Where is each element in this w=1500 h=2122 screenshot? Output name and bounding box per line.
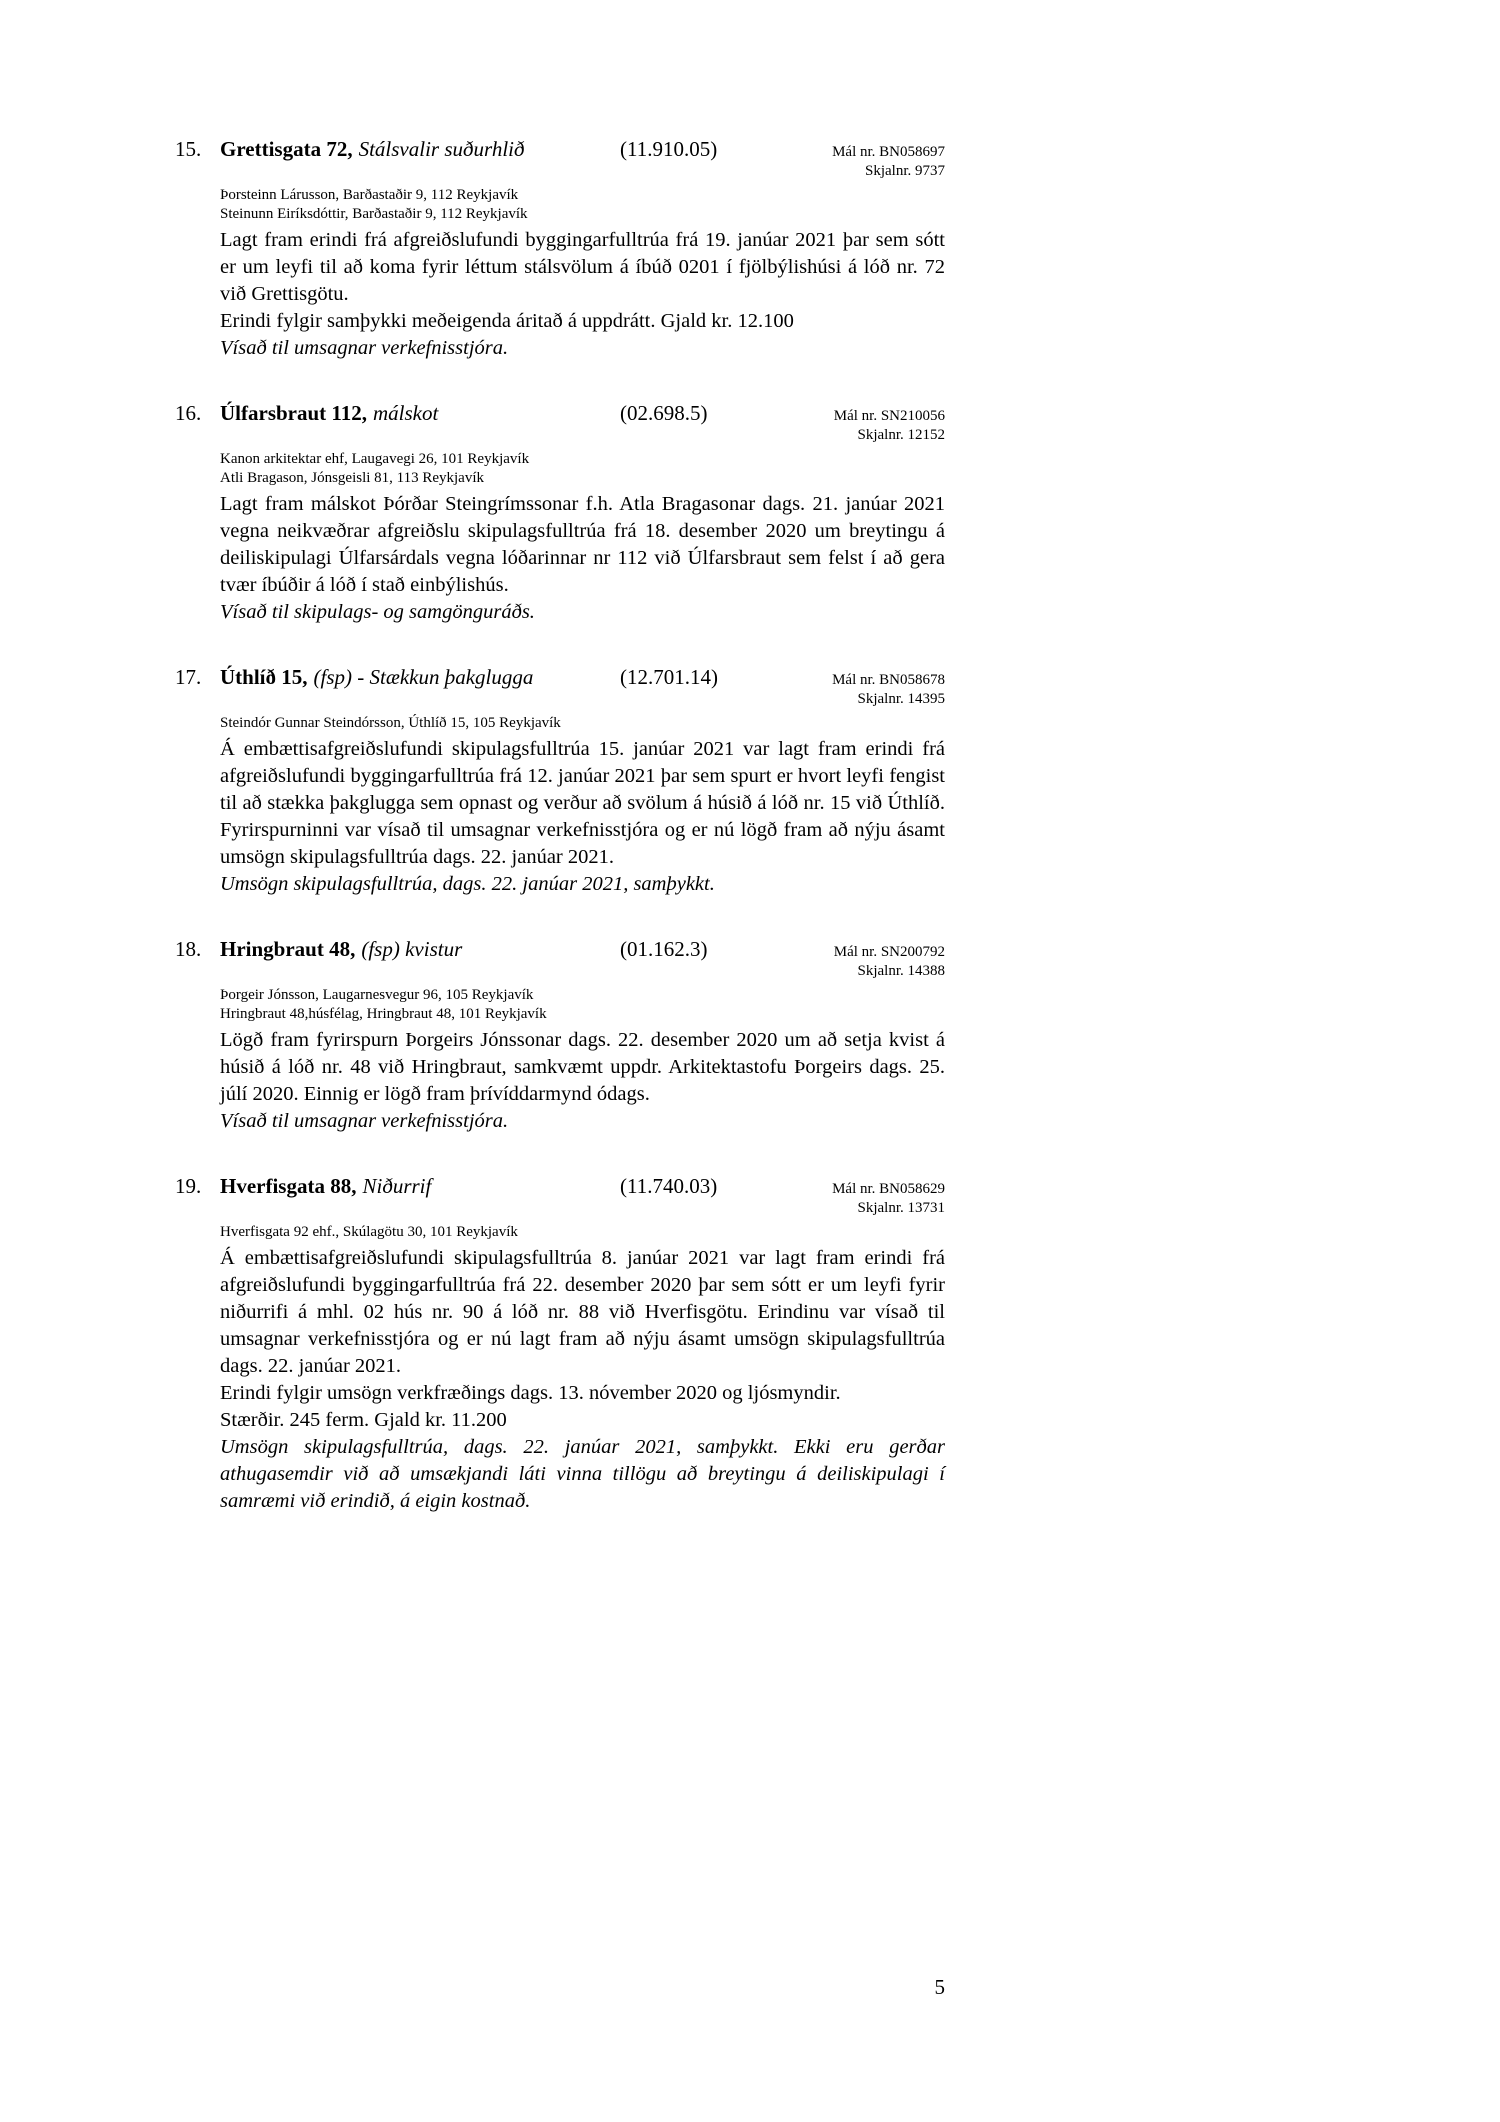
item-header bbox=[175, 936, 945, 981]
item-references bbox=[795, 1180, 945, 1218]
item-code: (12.701.14) bbox=[620, 665, 718, 689]
document-number: Skjalnr. 9737 bbox=[864, 163, 945, 179]
agenda-item-18 bbox=[175, 936, 945, 1135]
case-number: Mál nr. BN058629 bbox=[832, 1181, 945, 1197]
applicant-address: Þorgeir Jónsson, Laugarnesvegur 96, 105 Reykjavík bbox=[220, 987, 534, 1003]
item-title bbox=[220, 136, 620, 162]
applicant-address: Atli Bragason, Jónsgeisli 81, 113 Reykjavík bbox=[220, 470, 485, 486]
case-number: Mál nr. BN058678 bbox=[832, 672, 945, 688]
item-number: 15. bbox=[175, 137, 202, 161]
item-conclusion: Vísað til umsagnar verkefnisstjóra. bbox=[220, 337, 509, 359]
item-references bbox=[795, 943, 945, 981]
item-title bbox=[220, 936, 620, 962]
item-subtitle: (fsp) - Stækkun þakglugga bbox=[313, 665, 534, 689]
item-header bbox=[175, 664, 945, 709]
case-number: Mál nr. SN200792 bbox=[833, 944, 945, 960]
item-subtitle: (fsp) kvistur bbox=[361, 937, 463, 961]
item-paragraph: Erindi fylgir umsögn verkfræðings dags. 13. nóvember 2020 og ljósmyndir. bbox=[220, 1382, 841, 1404]
item-number: 16. bbox=[175, 401, 202, 425]
item-code: (11.740.03) bbox=[620, 1174, 718, 1198]
item-subtitle: málskot bbox=[373, 401, 439, 425]
item-paragraph: Lagt fram málskot Þórðar Steingrímssonar f.h. Atla Bragasonar dags. 21. janúar 2021 vegna neikvæðrar afgreiðslu skipulagsfulltrúa frá 18. desember 2020 um breytingu á deiliskipulagi Úlfarsárdals vegna lóðarinnar nr 112 við Úlfarsbraut sem felst í að gera tvær íbúðir á lóð í stað einbýlishús. bbox=[220, 493, 945, 596]
case-number: Mál nr. SN210056 bbox=[833, 408, 945, 424]
item-conclusion: Vísað til skipulags- og samgönguráðs. bbox=[220, 601, 535, 623]
item-paragraph: Á embættisafgreiðslufundi skipulagsfulltrúa 15. janúar 2021 var lagt fram erindi frá afgreiðslufundi byggingarfulltrúa frá 12. janúar 2021 þar sem spurt er hvort leyfi fengist til að stækka þakglugga sem opnast og verður að svölum á húsið á lóð nr. 15 við Úthlíð. Fyrirspurninni var vísað til umsagnar verkefnisstjóra og er nú lögð fram að nýju ásamt umsögn skipulagsfulltrúa dags. 22. janúar 2021. bbox=[220, 738, 945, 868]
item-number: 19. bbox=[175, 1174, 202, 1198]
item-subtitle: Stálsvalir suðurhlið bbox=[358, 137, 525, 161]
item-address-title: Úthlíð 15, bbox=[220, 665, 308, 689]
agenda-item-19 bbox=[175, 1173, 945, 1515]
item-code: (02.698.5) bbox=[620, 401, 708, 425]
applicant-address: Steinunn Eiríksdóttir, Barðastaðir 9, 112 Reykjavík bbox=[220, 206, 528, 222]
item-header bbox=[175, 136, 945, 181]
document-number: Skjalnr. 14395 bbox=[857, 691, 945, 707]
item-header bbox=[175, 400, 945, 445]
agenda-item-16 bbox=[175, 400, 945, 626]
case-number: Mál nr. BN058697 bbox=[832, 144, 945, 160]
document-number: Skjalnr. 13731 bbox=[857, 1200, 945, 1216]
item-paragraph: Á embættisafgreiðslufundi skipulagsfulltrúa 8. janúar 2021 var lagt fram erindi frá afgreiðslufundi byggingarfulltrúa frá 22. desember 2020 þar sem sótt er um leyfi fyrir niðurrifi á mhl. 02 hús nr. 90 á lóð nr. 88 við Hverfisgötu. Erindinu var vísað til umsagnar verkefnisstjóra og er nú lagt fram að nýju ásamt umsögn skipulagsfulltrúa dags. 22. janúar 2021. bbox=[220, 1247, 945, 1377]
item-references bbox=[795, 407, 945, 445]
item-address-title: Hringbraut 48, bbox=[220, 937, 356, 961]
item-conclusion: Umsögn skipulagsfulltrúa, dags. 22. janúar 2021, samþykkt. bbox=[220, 873, 715, 895]
item-title bbox=[220, 400, 620, 426]
agenda-item-15 bbox=[175, 136, 945, 362]
item-paragraph: Erindi fylgir samþykki meðeigenda áritað á uppdrátt. Gjald kr. 12.100 bbox=[220, 310, 794, 332]
item-references bbox=[795, 671, 945, 709]
item-paragraph: Lögð fram fyrirspurn Þorgeirs Jónssonar dags. 22. desember 2020 um að setja kvist á húsið á lóð nr. 48 við Hringbraut, samkvæmt uppdr. Arkitektastofu Þorgeirs dags. 25. júlí 2020. Einnig er lögð fram þrívíddarmynd ódags. bbox=[220, 1029, 945, 1105]
document-number: Skjalnr. 12152 bbox=[857, 427, 945, 443]
item-number: 17. bbox=[175, 665, 202, 689]
item-title bbox=[220, 1173, 620, 1199]
agenda-item-17 bbox=[175, 664, 945, 898]
item-code: (01.162.3) bbox=[620, 937, 708, 961]
item-title bbox=[220, 664, 620, 690]
item-subtitle: Niðurrif bbox=[362, 1174, 432, 1198]
item-conclusion: Umsögn skipulagsfulltrúa, dags. 22. janúar 2021, samþykkt. Ekki eru gerðar athugasemdir við að umsækjandi láti vinna tillögu að breytingu á deiliskipulagi í samræmi við erindið, á eigin kostnað. bbox=[220, 1436, 945, 1512]
item-address-title: Úlfarsbraut 112, bbox=[220, 401, 367, 425]
item-header bbox=[175, 1173, 945, 1218]
page-number: 5 bbox=[934, 1975, 945, 1999]
applicant-address: Kanon arkitektar ehf, Laugavegi 26, 101 Reykjavík bbox=[220, 451, 530, 467]
item-address-title: Grettisgata 72, bbox=[220, 137, 353, 161]
item-paragraph: Stærðir. 245 ferm. Gjald kr. 11.200 bbox=[220, 1409, 507, 1431]
item-conclusion: Vísað til umsagnar verkefnisstjóra. bbox=[220, 1110, 509, 1132]
applicant-address: Þorsteinn Lárusson, Barðastaðir 9, 112 Reykjavík bbox=[220, 187, 519, 203]
document-number: Skjalnr. 14388 bbox=[857, 963, 945, 979]
item-address-title: Hverfisgata 88, bbox=[220, 1174, 357, 1198]
item-number: 18. bbox=[175, 937, 202, 961]
applicant-address: Steindór Gunnar Steindórsson, Úthlíð 15, 105 Reykjavík bbox=[220, 715, 561, 731]
item-references bbox=[795, 143, 945, 181]
item-paragraph: Lagt fram erindi frá afgreiðslufundi byggingarfulltrúa frá 19. janúar 2021 þar sem sótt er um leyfi til að koma fyrir léttum stálsvölum á íbúð 0201 í fjölbýlishúsi á lóð nr. 72 við Grettisgötu. bbox=[220, 229, 945, 305]
applicant-address: Hverfisgata 92 ehf., Skúlagötu 30, 101 Reykjavík bbox=[220, 1224, 518, 1240]
item-code: (11.910.05) bbox=[620, 137, 718, 161]
document-page bbox=[175, 136, 945, 1553]
applicant-address: Hringbraut 48,húsfélag, Hringbraut 48, 101 Reykjavík bbox=[220, 1006, 547, 1022]
